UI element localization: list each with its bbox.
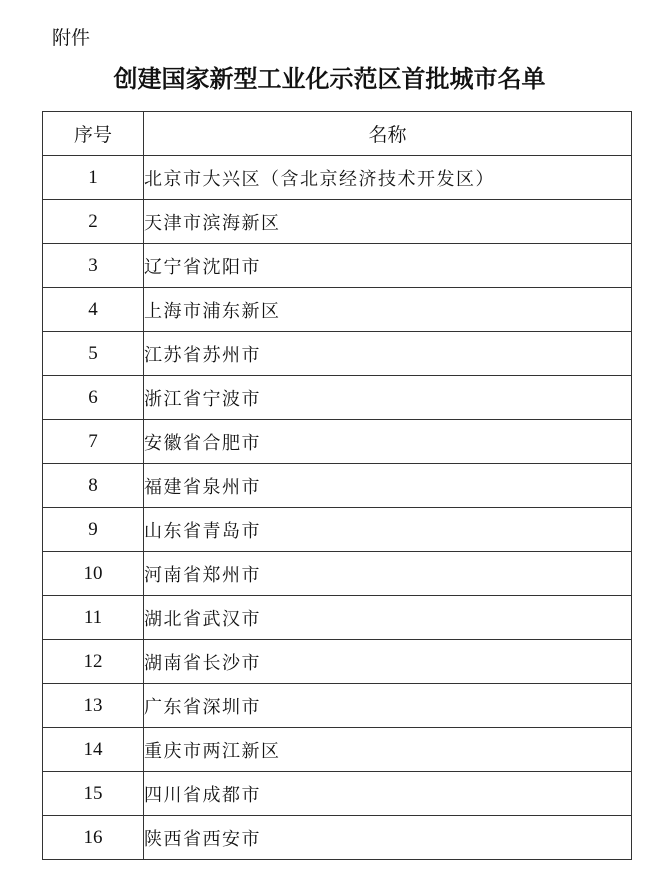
row-name: 浙江省宁波市 xyxy=(144,376,632,420)
table-row xyxy=(43,244,632,288)
row-index: 2 xyxy=(43,200,144,244)
row-name: 陕西省西安市 xyxy=(144,816,632,860)
row-name: 河南省郑州市 xyxy=(144,552,632,596)
row-index: 7 xyxy=(43,420,144,464)
row-index: 12 xyxy=(43,640,144,684)
row-name: 辽宁省沈阳市 xyxy=(144,244,632,288)
table-body xyxy=(43,156,632,860)
row-index: 16 xyxy=(43,816,144,860)
column-header-index: 序号 xyxy=(43,112,144,156)
row-index: 15 xyxy=(43,772,144,816)
table-row xyxy=(43,156,632,200)
row-name: 广东省深圳市 xyxy=(144,684,632,728)
row-name: 四川省成都市 xyxy=(144,772,632,816)
row-index: 11 xyxy=(43,596,144,640)
row-index: 3 xyxy=(43,244,144,288)
city-list-table xyxy=(42,111,632,860)
table-row xyxy=(43,420,632,464)
row-index: 14 xyxy=(43,728,144,772)
table-row xyxy=(43,376,632,420)
table-row xyxy=(43,596,632,640)
row-name: 天津市滨海新区 xyxy=(144,200,632,244)
table-row xyxy=(43,552,632,596)
table-row xyxy=(43,728,632,772)
table-row xyxy=(43,288,632,332)
table-row xyxy=(43,508,632,552)
row-index: 4 xyxy=(43,288,144,332)
table-row xyxy=(43,200,632,244)
row-name: 江苏省苏州市 xyxy=(144,332,632,376)
row-index: 6 xyxy=(43,376,144,420)
row-name: 安徽省合肥市 xyxy=(144,420,632,464)
row-name: 福建省泉州市 xyxy=(144,464,632,508)
row-index: 1 xyxy=(43,156,144,200)
row-index: 5 xyxy=(43,332,144,376)
row-name: 湖北省武汉市 xyxy=(144,596,632,640)
attachment-label: 附件 xyxy=(52,27,91,49)
table-row xyxy=(43,640,632,684)
row-index: 13 xyxy=(43,684,144,728)
row-index: 8 xyxy=(43,464,144,508)
row-index: 9 xyxy=(43,508,144,552)
column-header-name: 名称 xyxy=(144,112,632,156)
row-name: 山东省青岛市 xyxy=(144,508,632,552)
table-header-row xyxy=(43,112,632,156)
table-row xyxy=(43,816,632,860)
row-index: 10 xyxy=(43,552,144,596)
table-row xyxy=(43,332,632,376)
row-name: 上海市浦东新区 xyxy=(144,288,632,332)
row-name: 重庆市两江新区 xyxy=(144,728,632,772)
row-name: 北京市大兴区（含北京经济技术开发区） xyxy=(144,156,632,200)
table-row xyxy=(43,772,632,816)
row-name: 湖南省长沙市 xyxy=(144,640,632,684)
table-row xyxy=(43,684,632,728)
document-title: 创建国家新型工业化示范区首批城市名单 xyxy=(113,64,546,93)
table-row xyxy=(43,464,632,508)
